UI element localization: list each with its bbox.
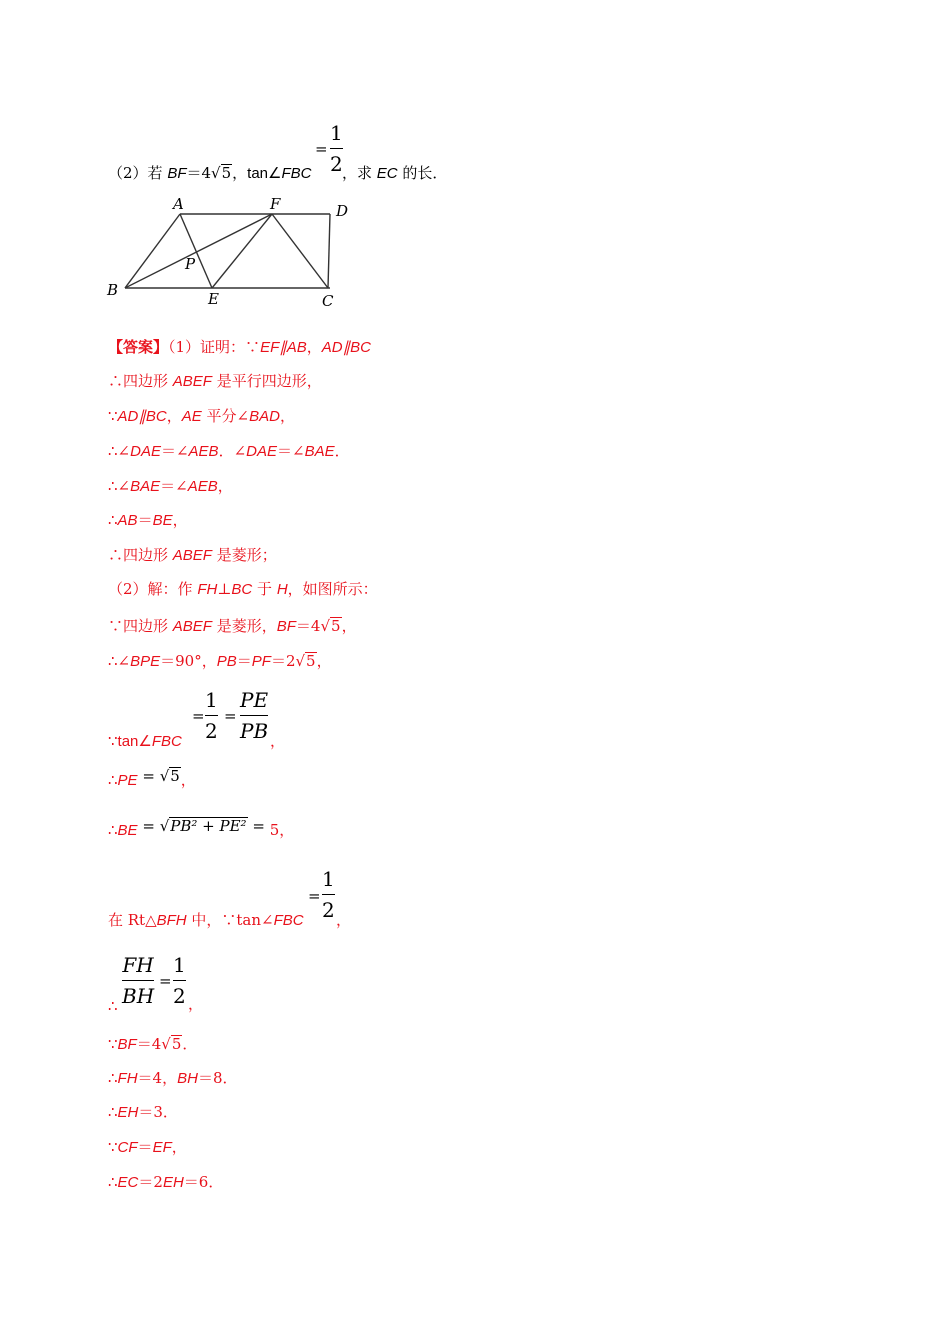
answer-line-9: ∵四边形 ABEF 是菱形，BF＝4√5， <box>108 617 357 635</box>
answer-line-7: ∴四边形 ABEF 是菱形； <box>108 546 277 564</box>
answer-line-2: ∴四边形 ABEF 是平行四边形， <box>108 372 322 390</box>
answer-line-6: ∴AB＝BE， <box>108 511 188 529</box>
answer-line-18: ∴EH＝3． <box>108 1103 178 1121</box>
answer-line-20: ∴EC＝2EH＝6． <box>108 1173 224 1191</box>
point-label-c: C <box>322 292 334 310</box>
answer-line-13: ∴BE = √PB² + PE² = 5， <box>108 817 295 839</box>
answer-line-4: ∴∠DAE＝∠AEB．∠DAE＝∠BAE． <box>108 442 350 460</box>
geometry-figure <box>100 192 360 312</box>
answer-line-3: ∵AD∥BC，AE 平分∠BAD， <box>108 407 295 425</box>
answer-line-10: ∴∠BPE＝90°，PB＝PF＝2√5， <box>108 652 332 670</box>
point-label-b: B <box>107 281 119 299</box>
answer-line-8: （2）解：作 FH⊥BC 于 H，如图所示： <box>108 580 378 598</box>
point-label-f: F <box>270 195 281 213</box>
answer-line-16: ∵BF＝4√5． <box>108 1035 198 1053</box>
answer-line-17: ∴FH＝4，BH＝8． <box>108 1069 238 1087</box>
point-label-d: D <box>336 202 349 220</box>
point-label-p: P <box>185 255 196 273</box>
answer-line-1: 【答案】（1）证明：∵EF∥AB，AD∥BC <box>108 338 371 356</box>
answer-line-19: ∵CF＝EF， <box>108 1138 187 1156</box>
question-fraction: 1 2 <box>330 121 343 176</box>
answer-line-5: ∴∠BAE＝∠AEB， <box>108 477 233 495</box>
point-label-a: A <box>173 195 184 213</box>
answer-line-12: ∴PE = √5， <box>108 767 196 789</box>
point-label-e: E <box>208 290 219 308</box>
